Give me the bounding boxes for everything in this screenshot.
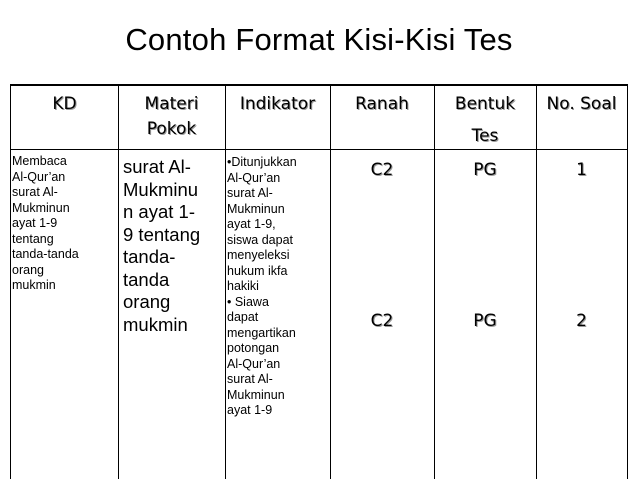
cell-ranah-2: C2 bbox=[370, 311, 394, 331]
cell-nosoal-1: 1 bbox=[576, 160, 587, 180]
kisi-kisi-table bbox=[10, 84, 628, 479]
header-bentuk-tes: Bentuk Tes bbox=[454, 94, 516, 146]
cell-kd: Membaca Al-Qur’an surat Al- Mukminun ayat 1-9 tentang tanda-tanda orang mukmin bbox=[12, 154, 79, 292]
header-ranah: Ranah bbox=[355, 94, 409, 114]
column-divider-ranah bbox=[330, 86, 435, 479]
cell-bentuk-2: PG bbox=[473, 311, 497, 331]
cell-indikator: •Ditunjukkan Al-Qur’an surat Al- Mukminun ayat 1-9, siswa dapat menyeleksi hukum ikfa hakiki • Siawa dapat mengartikan potongan Al-Qur’an surat Al- Mukminun ayat 1-9 bbox=[227, 155, 297, 417]
cell-bentuk-1: PG bbox=[473, 160, 497, 180]
header-indikator: Indikator bbox=[239, 94, 316, 114]
cell-materi-pokok: surat Al- Mukminu n ayat 1- 9 tentang tanda- tanda orang mukmin bbox=[123, 156, 201, 335]
header-kd: KD bbox=[52, 94, 77, 114]
cell-nosoal-2: 2 bbox=[576, 311, 587, 331]
page-title: Contoh Format Kisi-Kisi Tes bbox=[125, 22, 513, 57]
header-materi-pokok: Materi Pokok bbox=[144, 94, 199, 139]
header-no-soal: No. Soal bbox=[546, 94, 617, 114]
cell-ranah-1: C2 bbox=[370, 160, 394, 180]
